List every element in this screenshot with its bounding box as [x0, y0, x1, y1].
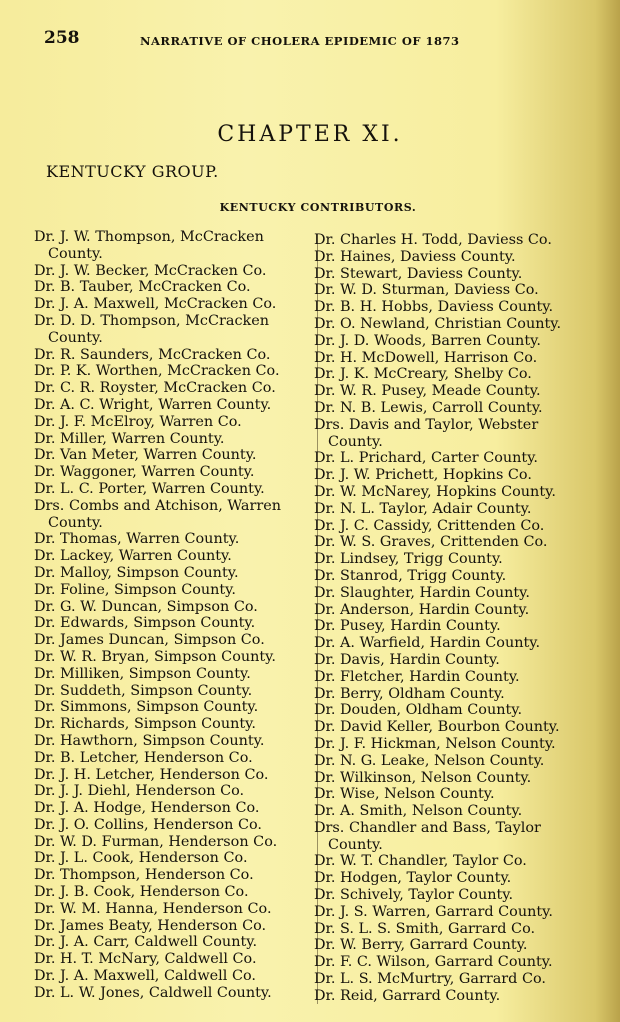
contributor-entry: Dr. J. W. Prichett, Hopkins Co. — [314, 467, 532, 484]
running-head — [44, 28, 584, 52]
contributor-entry: Dr. J. C. Cassidy, Crittenden Co. — [314, 517, 545, 534]
contributor-entry: Dr. W. S. Graves, Crittenden Co. — [314, 534, 548, 551]
contributor-entry: Dr. Edwards, Simpson County. — [34, 615, 256, 632]
contributor-entry: Dr. Schively, Taylor County. — [314, 887, 514, 904]
contributor-entry: Dr. Wise, Nelson County. — [314, 786, 495, 803]
contributor-entry: Dr. Fletcher, Hardin County. — [314, 668, 520, 685]
contributor-entry: Dr. A. Warfield, Hardin County. — [314, 635, 541, 652]
contributor-entry: Dr. Pusey, Hardin County. — [314, 618, 501, 635]
contributor-entry: Dr. Lackey, Warren County. — [34, 548, 232, 565]
contributor-entry: Dr. L. W. Jones, Caldwell County. — [34, 984, 272, 1001]
contributor-entry: Dr. N. B. Lewis, Carroll County. — [314, 399, 543, 416]
contributor-entry: Dr. J. J. Diehl, Henderson Co. — [34, 783, 245, 800]
contributor-entry: Dr. B. Letcher, Henderson Co. — [34, 749, 253, 766]
contributor-entry: Dr. Thompson, Henderson Co. — [34, 867, 254, 884]
running-title: NARRATIVE OF CHOLERA EPIDEMIC OF 1873 — [140, 34, 460, 48]
contributor-entry: Dr. C. R. Royster, McCracken Co. — [34, 380, 276, 397]
contributor-entry: Dr. R. Saunders, McCracken Co. — [34, 346, 271, 363]
contributor-entry: Dr. J. W. Thompson, McCracken County. — [34, 229, 264, 262]
contributor-entry: Dr. Miller, Warren County. — [34, 430, 225, 447]
contributor-entry: Drs. Combs and Atchison, Warren County. — [34, 497, 282, 531]
contributor-entry: Dr. Stanrod, Trigg County. — [314, 567, 507, 584]
contributor-entry: Dr. Slaughter, Hardin County. — [314, 584, 530, 601]
contributor-entry: Dr. G. W. Duncan, Simpson Co. — [34, 598, 258, 615]
contributor-entry: Dr. Simmons, Simpson County. — [34, 699, 259, 716]
right-contributor-list — [314, 232, 590, 1005]
contributor-entry: Dr. J. L. Cook, Henderson Co. — [34, 850, 248, 867]
contributor-entry: Dr. W. Berry, Garrard County. — [314, 937, 528, 954]
contributor-entry: Dr. Lindsey, Trigg County. — [314, 551, 503, 568]
contributor-entry: Drs. Davis and Taylor, Webster County. — [314, 416, 539, 450]
contributor-entry: Dr. Davis, Hardin County. — [314, 651, 500, 668]
contributor-entry: Dr. J. A. Carr, Caldwell County. — [34, 934, 258, 951]
contributor-entry: Dr. W. D. Furman, Henderson Co. — [34, 833, 278, 850]
contributor-entry: Dr. Reid, Garrard County. — [314, 987, 501, 1004]
contributor-entry: Dr. Douden, Oldham County. — [314, 702, 523, 719]
contributor-entry: Dr. F. C. Wilson, Garrard County. — [314, 954, 553, 971]
contributor-entry: Dr. B. Tauber, McCracken Co. — [34, 279, 251, 296]
contributor-entry: Dr. H. T. McNary, Caldwell Co. — [34, 951, 257, 968]
contributor-entry: Dr. W. M. Hanna, Henderson Co. — [34, 900, 272, 917]
contributor-entry: Dr. W. R. Pusey, Meade County. — [314, 383, 541, 400]
contributor-entry: Dr. Anderson, Hardin County. — [314, 601, 530, 618]
contributor-entry: Dr. J. F. McElroy, Warren Co. — [34, 413, 242, 430]
contributor-entry: Dr. Charles H. Todd, Daviess Co. — [314, 232, 552, 248]
contributor-entry: Drs. Chandler and Bass, Taylor County. — [314, 819, 541, 853]
contributor-entry: Dr. Waggoner, Warren County. — [34, 464, 255, 481]
contributor-entry: Dr. A. C. Wright, Warren County. — [34, 396, 272, 413]
contributor-entry: Dr. S. L. S. Smith, Garrard Co. — [314, 920, 536, 937]
page-number: 258 — [44, 28, 80, 48]
contributor-entry: Dr. James Duncan, Simpson Co. — [34, 632, 265, 649]
contributor-entry: Dr. W. T. Chandler, Taylor Co. — [314, 853, 527, 870]
contributor-entry: Dr. Milliken, Simpson County. — [34, 665, 251, 682]
contributor-entry: Dr. Hawthorn, Simpson County. — [34, 732, 265, 749]
contributor-entry: Dr. Wilkinson, Nelson County. — [314, 769, 532, 786]
contributor-entry: Dr. J. A. Maxwell, McCracken Co. — [34, 296, 277, 313]
contributor-entry: Dr. L. S. McMurtry, Garrard Co. — [314, 971, 546, 988]
contributors-heading: KENTUCKY CONTRIBUTORS. — [219, 201, 417, 214]
contributor-entry: Dr. Malloy, Simpson County. — [34, 564, 239, 581]
contributor-entry: Dr. J. B. Cook, Henderson Co. — [34, 884, 249, 901]
contributor-entry: Dr. J. H. Letcher, Henderson Co. — [34, 766, 269, 783]
contributor-entry: Dr. J. D. Woods, Barren County. — [314, 332, 541, 349]
contributor-entry: Dr. L. C. Porter, Warren County. — [34, 480, 265, 497]
contributor-entry: Dr. J. A. Maxwell, Caldwell Co. — [34, 968, 256, 985]
contributor-entry: Dr. W. R. Bryan, Simpson County. — [34, 648, 276, 665]
contributor-entry: Dr. J. K. McCreary, Shelby Co. — [314, 366, 532, 383]
contributor-entry: Dr. L. Prichard, Carter County. — [314, 450, 539, 467]
contributor-entry: Dr. David Keller, Bourbon County. — [314, 719, 560, 736]
contributor-entry: Dr. H. McDowell, Harrison Co. — [314, 349, 538, 366]
contributor-entry: Dr. N. G. Leake, Nelson County. — [314, 752, 545, 769]
contributor-entry: Dr. Hodgen, Taylor County. — [314, 870, 512, 887]
contributor-entry: Dr. Foline, Simpson County. — [34, 581, 236, 598]
contributor-entry: Dr. W. McNarey, Hopkins County. — [314, 483, 556, 500]
group-heading: KENTUCKY GROUP. — [46, 162, 219, 181]
contributor-entry: Dr. Van Meter, Warren County. — [34, 447, 257, 464]
contributor-entry: Dr. J. A. Hodge, Henderson Co. — [34, 800, 260, 817]
contributor-entry: Dr. J. F. Hickman, Nelson County. — [314, 735, 556, 752]
contributor-entry: Dr. J. W. Becker, McCracken Co. — [34, 262, 267, 279]
contributor-entry: Dr. James Beaty, Henderson Co. — [34, 917, 267, 934]
contributor-entry: Dr. Richards, Simpson County. — [34, 716, 256, 733]
chapter-heading: CHAPTER XI. — [217, 122, 403, 147]
left-contributor-list — [34, 229, 314, 1002]
contributor-entry: Dr. Stewart, Daviess County. — [314, 265, 523, 282]
contributor-entry: Dr. W. D. Sturman, Daviess Co. — [314, 282, 539, 299]
contributor-entry: Dr. J. O. Collins, Henderson Co. — [34, 816, 262, 833]
contributor-entry: Dr. B. H. Hobbs, Daviess County. — [314, 299, 554, 316]
contributor-entry: Dr. N. L. Taylor, Adair County. — [314, 500, 532, 517]
contributor-entry: Dr. A. Smith, Nelson County. — [314, 803, 523, 820]
contributor-entry: Dr. D. D. Thompson, McCracken County. — [34, 312, 270, 346]
contributor-entry: Dr. Haines, Daviess County. — [314, 248, 516, 265]
contributor-entry: Dr. Berry, Oldham County. — [314, 685, 505, 702]
contributor-entry: Dr. Thomas, Warren County. — [34, 531, 240, 548]
contributor-entry: Dr. P. K. Worthen, McCracken Co. — [34, 363, 280, 380]
contributor-entry: Dr. J. S. Warren, Garrard County. — [314, 903, 553, 920]
contributor-entry: Dr. Suddeth, Simpson County. — [34, 682, 253, 699]
contributor-entry: Dr. O. Newland, Christian County. — [314, 315, 562, 332]
